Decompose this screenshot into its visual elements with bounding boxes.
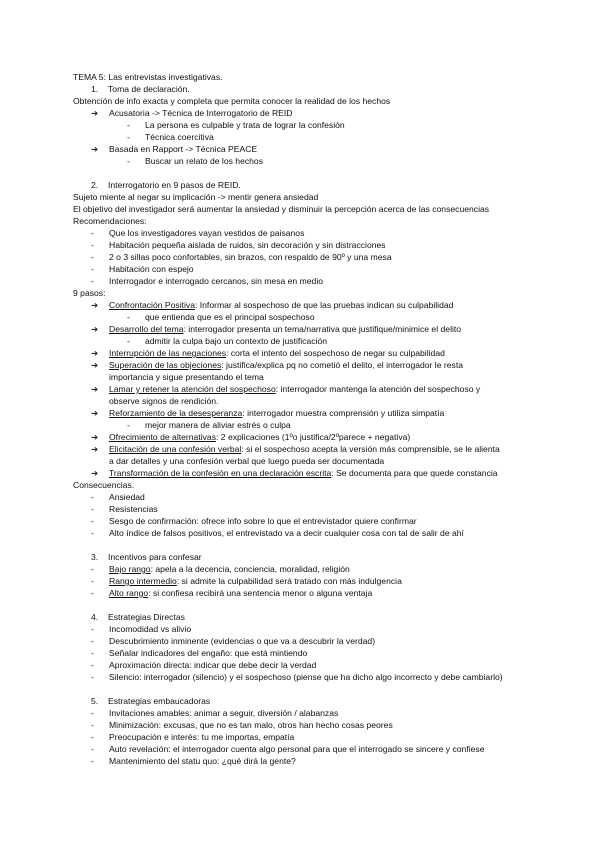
direct-strategy-item: Incomodidad vs alivio xyxy=(109,624,192,634)
recommendation-item: Habitación pequeña aislada de ruidos, sin decoración y sin distracciones xyxy=(109,240,386,250)
recommendations-label: Recomendaciones: xyxy=(73,216,147,226)
arrow-icon: ➔ xyxy=(91,384,99,394)
dash-icon: - xyxy=(127,120,130,130)
consequences-label: Consecuencias. xyxy=(73,480,135,490)
deceptive-strategy-item: Minimización: excusas, que no es tan malo, otros han hecho cosas peores xyxy=(109,720,393,730)
section-1-number: 1. xyxy=(91,84,99,94)
dash-icon: - xyxy=(91,636,94,646)
dash-icon: - xyxy=(91,564,94,574)
step-1-text: : Informar al sospechoso de que las pruebas indican su culpabilidad xyxy=(194,300,454,310)
section-5-number: 5. xyxy=(91,696,99,706)
step-5 xyxy=(109,384,480,395)
acusatoria-sub-1: La persona es culpable y trata de lograr la confesión xyxy=(145,120,345,130)
dash-icon: - xyxy=(91,648,94,658)
consequence-item: Resistencias xyxy=(109,504,158,514)
dash-icon: - xyxy=(91,516,94,526)
step-4-title: Superación de las objeciones xyxy=(109,360,222,370)
deceptive-strategy-item: Invitaciones amables: animar a seguir, diversión / alabanzas xyxy=(109,708,339,718)
step-2-title: Desarrollo del tema xyxy=(109,324,184,334)
step-3-title: Interrupción de las negaciones xyxy=(109,348,227,358)
incentive-low-title: Bajo rango xyxy=(109,564,151,574)
dash-icon: - xyxy=(91,720,94,730)
step-1 xyxy=(109,300,453,311)
direct-strategy-item: Descubrimiento inminente (evidencias o que va a descubrir la verdad) xyxy=(109,636,376,646)
section-4-number: 4. xyxy=(91,612,99,622)
rapport-sub: Buscar un relato de los hechos xyxy=(145,156,263,166)
dash-icon: - xyxy=(91,624,94,634)
step-4-continuation: importancia y sigue presentando el tema xyxy=(109,372,264,382)
step-6 xyxy=(109,408,444,419)
dash-icon: - xyxy=(91,672,94,682)
dash-icon: - xyxy=(127,420,130,430)
arrow-icon: ➔ xyxy=(91,108,99,118)
step-5-text: : interrogador mantenga la atención del sospechoso y xyxy=(275,384,481,394)
step-8-continuation: a dar detalles y una confesión verbal que luego pueda ser documentada xyxy=(109,456,385,466)
arrow-icon: ➔ xyxy=(91,444,99,454)
section-1-heading: Toma de declaración. xyxy=(108,84,190,94)
dash-icon: - xyxy=(127,156,130,166)
dash-icon: - xyxy=(91,528,94,538)
step-4 xyxy=(109,360,463,371)
incentive-high-title: Alto rango xyxy=(109,588,149,598)
step-2 xyxy=(109,324,461,335)
consequence-item: Ansiedad xyxy=(109,492,145,502)
step-8-text: : si el sospechoso acepta la versión más comprensible, se le alienta xyxy=(241,444,500,454)
dash-icon: - xyxy=(91,732,94,742)
dash-icon: - xyxy=(91,744,94,754)
consequence-item: Alto índice de falsos positivos, el entrevistado va a decir cualquier cosa con tal de salir de ahí xyxy=(109,528,464,538)
document-title: TEMA 5: Las entrevistas investigativas. xyxy=(73,72,223,82)
step-6-text: : interrogador muestra comprensión y utiliza simpatía xyxy=(242,408,445,418)
step-7-title: Ofrecimiento de alternativas xyxy=(109,432,216,442)
step-3-text: : corta el intento del sospechoso de negar su culpabilidad xyxy=(226,348,445,358)
incentive-high-text: : si confiesa recibirá una sentencia menor o alguna ventaja xyxy=(148,588,373,598)
step-2-text: : interrogador presenta un tema/narrativa que justifique/minimice el delito xyxy=(183,324,462,334)
section-4-heading: Estrategias Directas xyxy=(108,612,185,622)
dash-icon: - xyxy=(91,708,94,718)
pasos-label: 9 pasos: xyxy=(73,288,106,298)
deceptive-strategy-item: Auto revelación: el interrogador cuenta algo personal para que el interrogado se sincere y confiese xyxy=(109,744,485,754)
step-6-title: Reforzamiento de la desesperanza xyxy=(109,408,243,418)
deceptive-strategy-item: Mantenimiento del statu quo: ¿qué dirá la gente? xyxy=(109,756,296,766)
step-1-sub: que entienda que es el principal sospechoso xyxy=(145,312,315,322)
incentive-high xyxy=(109,588,372,599)
arrow-icon: ➔ xyxy=(91,360,99,370)
step-9-text: : Se documenta para que quede constancia xyxy=(331,468,498,478)
step-7 xyxy=(109,432,410,443)
dash-icon: - xyxy=(91,504,94,514)
recommendation-item: Que los investigadores vayan vestidos de paisanos xyxy=(109,228,305,238)
arrow-icon: ➔ xyxy=(91,468,99,478)
step-6-sub: mejor manera de aliviar estrés o culpa xyxy=(145,420,291,430)
arrow-icon: ➔ xyxy=(91,432,99,442)
step-2-sub: admitir la culpa bajo un contexto de justificación xyxy=(145,336,328,346)
dash-icon: - xyxy=(91,660,94,670)
direct-strategy-item: Aproximación directa: indicar que debe decir la verdad xyxy=(109,660,317,670)
step-4-text: : justifica/explica pq no cometió el delito, el interrogador le resta xyxy=(221,360,463,370)
step-9 xyxy=(109,468,498,479)
step-3 xyxy=(109,348,445,359)
section-2-line-1: Sujeto miente al negar su implicación -> mentir genera ansiedad xyxy=(73,192,319,202)
dash-icon: - xyxy=(91,756,94,766)
incentive-mid-title: Rango intermedio xyxy=(109,576,177,586)
incentive-mid xyxy=(109,576,402,587)
incentive-low xyxy=(109,564,350,575)
dash-icon: - xyxy=(127,312,130,322)
section-3-heading: Incentivos para confesar xyxy=(108,552,202,562)
section-2-number: 2. xyxy=(91,180,99,190)
dash-icon: - xyxy=(127,132,130,142)
recommendation-item: Interrogador e interrogado cercanos, sin mesa en medio xyxy=(109,276,324,286)
rapport-line: Basada en Rapport -> Técnica PEACE xyxy=(109,144,258,154)
arrow-icon: ➔ xyxy=(91,300,99,310)
step-7-text: : 2 explicaciones (1ºo justifica/2ºparece + negativa) xyxy=(216,432,411,442)
arrow-icon: ➔ xyxy=(91,348,99,358)
consequence-item: Sesgo de confirmación: ofrece info sobre lo que el entrevistador quiere confirmar xyxy=(109,516,417,526)
dash-icon: - xyxy=(127,336,130,346)
step-8-title: Elicitación de una confesión verbal xyxy=(109,444,242,454)
dash-icon: - xyxy=(91,492,94,502)
step-5-title: Lamar y retener la atención del sospechoso xyxy=(109,384,276,394)
step-5-continuation: observe signos de rendición. xyxy=(109,396,219,406)
deceptive-strategy-item: Preocupación e interés: tu me importas, empatía xyxy=(109,732,295,742)
section-5-heading: Estrategias embaucadoras xyxy=(108,696,211,706)
acusatoria-sub-2: Técnica coercitiva xyxy=(145,132,214,142)
direct-strategy-item: Silencio: interrogador (silencio) y el sospechoso (piense que ha dicho algo incorrecto y debe cambiarlo) xyxy=(109,672,503,682)
direct-strategy-item: Señalar indicadores del engaño: que está mintiendo xyxy=(109,648,308,658)
dash-icon: - xyxy=(91,576,94,586)
dash-icon: - xyxy=(91,228,94,238)
step-9-title: Transformación de la confesión en una declaración escrita xyxy=(109,468,332,478)
section-3-number: 3. xyxy=(91,552,99,562)
arrow-icon: ➔ xyxy=(91,144,99,154)
arrow-icon: ➔ xyxy=(91,324,99,334)
section-1-intro: Obtención de info exacta y completa que permita conocer la realidad de los hechos xyxy=(73,96,391,106)
dash-icon: - xyxy=(91,240,94,250)
incentive-mid-text: : si admite la culpabilidad será tratado con más indulgencia xyxy=(176,576,402,586)
step-1-title: Confrontación Positiva xyxy=(109,300,195,310)
recommendation-item: 2 o 3 sillas poco confortables, sin brazos, con respaldo de 90º y una mesa xyxy=(109,252,392,262)
recommendation-item: Habitación con espejo xyxy=(109,264,194,274)
section-2-heading: Interrogatorio en 9 pasos de REID. xyxy=(108,180,241,190)
step-8 xyxy=(109,444,500,455)
dash-icon: - xyxy=(91,276,94,286)
incentive-low-text: : apela a la decencia, conciencia, moralidad, religión xyxy=(150,564,350,574)
acusatoria-line: Acusatoria -> Técnica de Interrogatorio de REID xyxy=(109,108,293,118)
dash-icon: - xyxy=(91,252,94,262)
section-2-line-2: El objetivo del investigador será aumentar la ansiedad y disminuir la percepción acerca de las consecuencias xyxy=(73,204,490,214)
dash-icon: - xyxy=(91,588,94,598)
dash-icon: - xyxy=(91,264,94,274)
arrow-icon: ➔ xyxy=(91,408,99,418)
